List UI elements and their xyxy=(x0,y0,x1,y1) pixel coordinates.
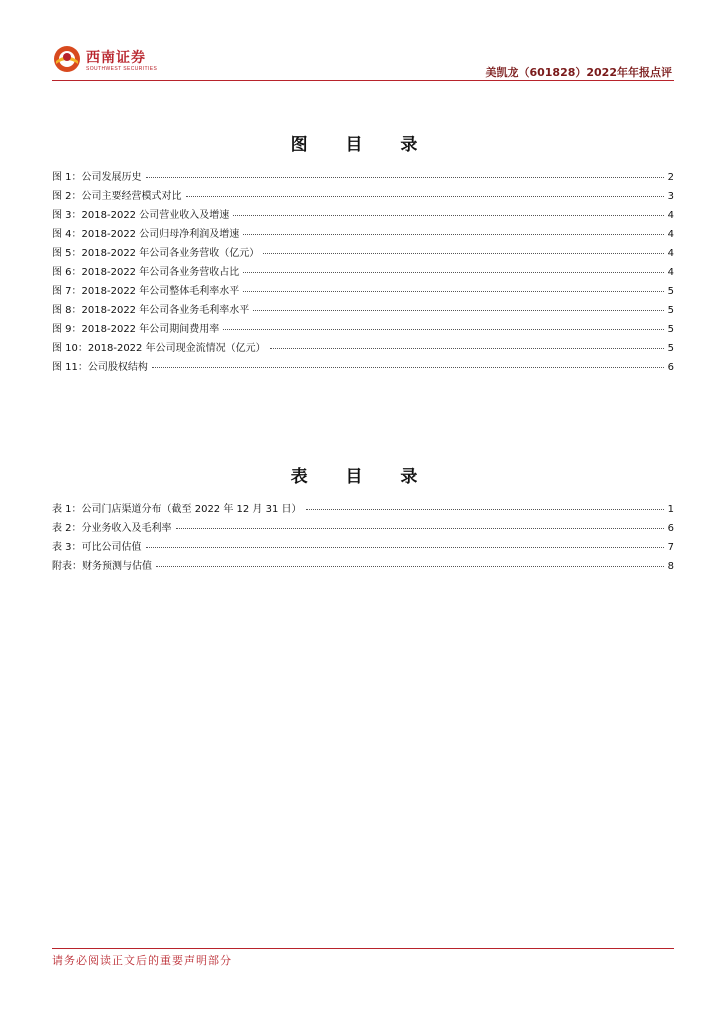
toc-entry-label: 图 6：2018-2022 年公司各业务营收占比 xyxy=(52,267,240,278)
toc-entry[interactable] xyxy=(52,187,674,206)
toc-entry-label: 图 8：2018-2022 年公司各业务毛利率水平 xyxy=(52,305,250,316)
toc-entry-page: 6 xyxy=(667,523,674,534)
logo-chinese-name: 西南证券 xyxy=(86,50,146,66)
toc-entry[interactable] xyxy=(52,263,674,282)
toc-leader-dots xyxy=(243,291,663,292)
toc-entry-label: 图 5：2018-2022 年公司各业务营收（亿元） xyxy=(52,248,260,259)
toc-entry-label: 表 3：可比公司估值 xyxy=(52,542,142,553)
toc-entry-label: 图 1：公司发展历史 xyxy=(52,172,142,183)
toc-entry-label: 图 2：公司主要经营模式对比 xyxy=(52,191,182,202)
toc-entry-label: 图 3：2018-2022 公司营业收入及增速 xyxy=(52,210,230,221)
toc-entry[interactable] xyxy=(52,301,674,320)
toc-entry-page: 6 xyxy=(667,362,674,373)
toc-leader-dots xyxy=(243,234,663,235)
toc-leader-dots xyxy=(176,528,664,529)
report-title-tag: 美凯龙（601828）2022年年报点评 xyxy=(485,66,672,79)
footer-divider xyxy=(52,948,674,949)
logo-english-name: SOUTHWEST SECURITIES xyxy=(86,66,158,72)
toc-entry[interactable] xyxy=(52,557,674,576)
toc-entry-label: 附表：财务预测与估值 xyxy=(52,561,152,572)
table-toc-list xyxy=(52,500,674,576)
toc-entry-page: 8 xyxy=(667,561,674,572)
toc-leader-dots xyxy=(253,310,663,311)
page-header xyxy=(0,0,724,82)
toc-entry[interactable] xyxy=(52,244,674,263)
toc-leader-dots xyxy=(233,215,663,216)
toc-entry-page: 4 xyxy=(667,248,674,259)
toc-entry[interactable] xyxy=(52,320,674,339)
toc-leader-dots xyxy=(223,329,663,330)
toc-entry-page: 7 xyxy=(667,542,674,553)
toc-entry[interactable] xyxy=(52,225,674,244)
toc-entry-page: 4 xyxy=(667,267,674,278)
toc-entry[interactable] xyxy=(52,519,674,538)
toc-entry-page: 1 xyxy=(667,504,674,515)
toc-leader-dots xyxy=(306,509,664,510)
figure-toc-title: 图 目 录 xyxy=(290,135,434,155)
toc-entry[interactable] xyxy=(52,168,674,187)
toc-entry-page: 4 xyxy=(667,229,674,240)
toc-entry-label: 表 2：分业务收入及毛利率 xyxy=(52,523,172,534)
toc-leader-dots xyxy=(146,547,664,548)
toc-entry[interactable] xyxy=(52,500,674,519)
toc-entry-label: 图 4：2018-2022 公司归母净利润及增速 xyxy=(52,229,240,240)
toc-entry-page: 4 xyxy=(667,210,674,221)
toc-entry-label: 图 11：公司股权结构 xyxy=(52,362,148,373)
toc-leader-dots xyxy=(146,177,664,178)
header-divider xyxy=(52,80,674,81)
toc-entry[interactable] xyxy=(52,206,674,225)
toc-leader-dots xyxy=(186,196,664,197)
toc-entry-page: 5 xyxy=(667,324,674,335)
toc-entry-page: 3 xyxy=(667,191,674,202)
logo-emblem-icon xyxy=(52,44,82,74)
table-toc-title: 表 目 录 xyxy=(290,467,434,487)
toc-entry-page: 5 xyxy=(667,343,674,354)
toc-entry[interactable] xyxy=(52,358,674,377)
toc-entry-label: 图 7：2018-2022 年公司整体毛利率水平 xyxy=(52,286,240,297)
toc-leader-dots xyxy=(152,367,664,368)
toc-entry-page: 5 xyxy=(667,286,674,297)
toc-leader-dots xyxy=(270,348,664,349)
toc-entry-label: 图 9：2018-2022 年公司期间费用率 xyxy=(52,324,220,335)
toc-entry-label: 表 1：公司门店渠道分布（截至 2022 年 12 月 31 日） xyxy=(52,504,302,515)
toc-entry[interactable] xyxy=(52,538,674,557)
toc-entry[interactable] xyxy=(52,339,674,358)
toc-entry-page: 2 xyxy=(667,172,674,183)
company-logo xyxy=(52,44,172,76)
toc-leader-dots xyxy=(156,566,664,567)
toc-leader-dots xyxy=(243,272,663,273)
toc-entry-label: 图 10：2018-2022 年公司现金流情况（亿元） xyxy=(52,343,266,354)
figure-toc-list xyxy=(52,168,674,377)
toc-entry-page: 5 xyxy=(667,305,674,316)
toc-entry[interactable] xyxy=(52,282,674,301)
footer-notice: 请务必阅读正文后的重要声明部分 xyxy=(52,954,232,967)
toc-leader-dots xyxy=(263,253,663,254)
